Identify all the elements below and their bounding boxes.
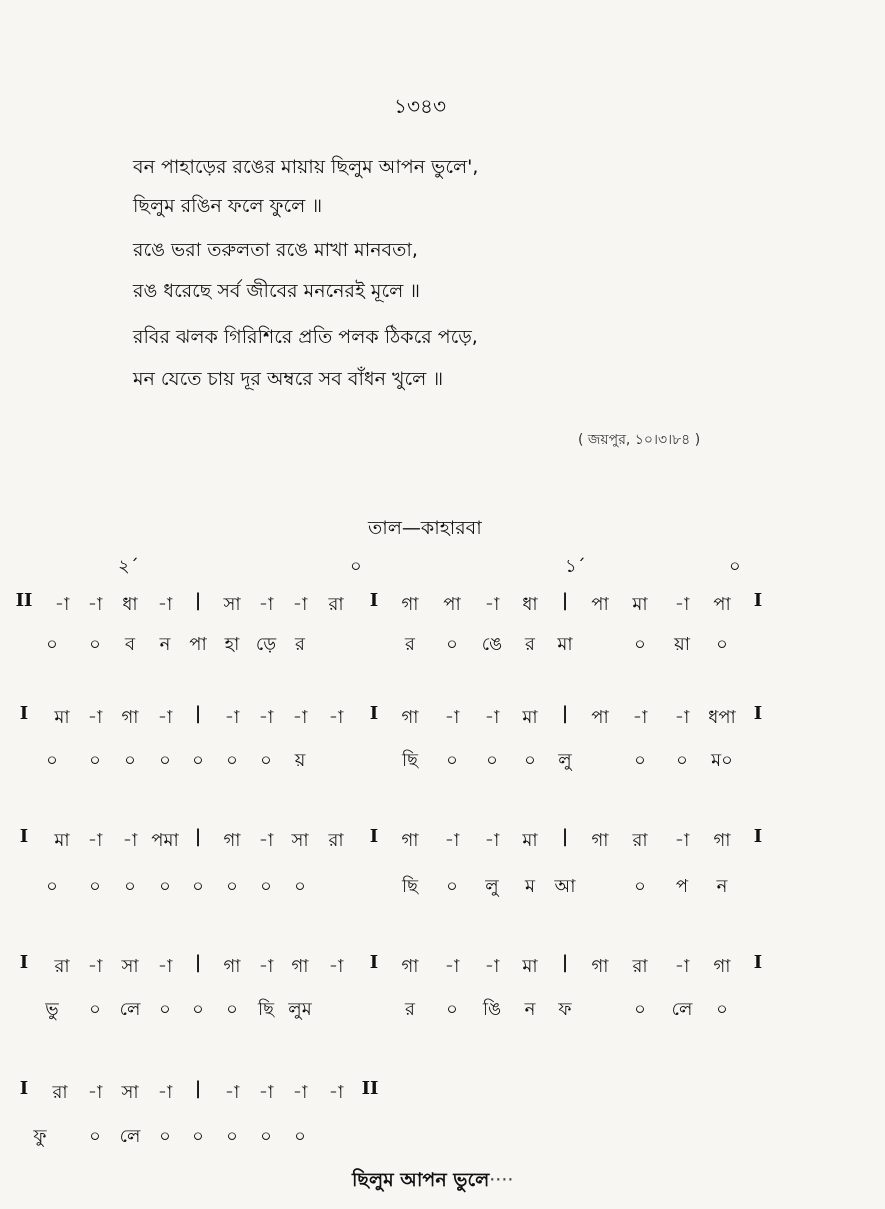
swara-note: রা: [632, 956, 648, 977]
verse-line-3: রঙে ভরা তরুলতা রঙে মাখা মানবতা,: [133, 239, 418, 261]
lyric-syllable: ন: [716, 876, 728, 897]
lyric-syllable: ০: [46, 750, 58, 771]
swara-note: -া: [444, 707, 460, 728]
swara-note: মা: [54, 707, 70, 728]
swara-note: -া: [328, 956, 344, 977]
swara-note: -া: [224, 707, 240, 728]
lyric-syllable: ০: [294, 1126, 306, 1147]
swara-note: রা: [52, 1082, 68, 1103]
lyric-syllable: ০: [446, 750, 458, 771]
lyric-syllable: লে: [119, 999, 141, 1020]
swara-note: গা: [223, 830, 241, 851]
swara-note: সা: [223, 594, 241, 615]
swara-note: গা: [713, 956, 731, 977]
swara-note: -া: [87, 1082, 103, 1103]
swara-note: পমা: [151, 830, 179, 851]
bar-line: |: [194, 826, 202, 847]
swara-note: গা: [401, 956, 419, 977]
lyric-syllable: ছি: [401, 876, 419, 897]
lyric-syllable: র: [405, 999, 415, 1020]
verse-line-5: রবির ঝলক গিরিশিরে প্রতি পলক ঠিকরে পড়ে,: [133, 326, 478, 348]
swara-note: -া: [224, 1082, 240, 1103]
swara-note: গা: [121, 707, 139, 728]
lyric-syllable: ০: [192, 876, 204, 897]
swara-note: -া: [258, 707, 274, 728]
beat-mark: ১´: [565, 556, 586, 577]
swara-note: -া: [328, 707, 344, 728]
beat-mark: ২´: [118, 556, 139, 577]
lyric-syllable: ০: [260, 750, 272, 771]
lyric-syllable: ড়ে: [255, 634, 277, 655]
lyric-syllable: ০: [294, 876, 306, 897]
bar-line: I: [19, 1078, 29, 1099]
lyric-row: [0, 630, 885, 660]
swara-note: -া: [87, 594, 103, 615]
swara-note: ধপা: [708, 707, 736, 728]
lyric-syllable: মা: [557, 634, 573, 655]
beat-mark: ০: [729, 556, 741, 577]
swara-note: -া: [674, 707, 690, 728]
beat-mark: ০: [350, 556, 362, 577]
lyric-syllable: ঙি: [482, 999, 502, 1020]
lyric-syllable: ফ: [558, 999, 572, 1020]
swara-note: -া: [157, 707, 173, 728]
swara-note: গা: [223, 956, 241, 977]
lyric-syllable: ০: [89, 750, 101, 771]
swara-note: -া: [484, 956, 500, 977]
lyric-syllable: ০: [226, 750, 238, 771]
bar-line: I: [19, 703, 29, 724]
lyric-syllable: ০: [159, 876, 171, 897]
swara-row: [0, 590, 885, 620]
swara-row: [0, 952, 885, 982]
lyric-syllable: ০: [716, 634, 728, 655]
lyric-syllable: ০: [159, 1126, 171, 1147]
bar-line: |: [561, 826, 569, 847]
bar-line: |: [561, 952, 569, 973]
swara-note: রা: [328, 830, 344, 851]
bar-line: |: [194, 1078, 202, 1099]
bar-line: I: [753, 703, 763, 724]
bar-line: I: [19, 826, 29, 847]
swara-note: মা: [522, 956, 538, 977]
bar-line: |: [561, 590, 569, 611]
lyric-syllable: ০: [192, 750, 204, 771]
swara-note: -া: [674, 594, 690, 615]
lyric-syllable: ০: [634, 750, 646, 771]
lyric-syllable: ০: [716, 999, 728, 1020]
verse-line-4: রঙ ধরেছে সর্ব জীবের মননেরই মূলে ॥: [133, 280, 421, 302]
swara-note: -া: [328, 1082, 344, 1103]
lyric-syllable: ০: [192, 1126, 204, 1147]
swara-note: গা: [291, 956, 309, 977]
lyric-syllable: পা: [189, 634, 207, 655]
lyric-syllable: ন: [524, 999, 536, 1020]
closing-text: ছিলুম আপন ভুলে: [352, 1169, 490, 1191]
bar-line: |: [194, 590, 202, 611]
swara-note: মা: [522, 707, 538, 728]
bar-line: I: [369, 703, 379, 724]
swara-note: -া: [292, 594, 308, 615]
bar-line: II: [15, 590, 33, 611]
swara-note: গা: [713, 830, 731, 851]
swara-note: -া: [484, 594, 500, 615]
swara-note: -া: [258, 594, 274, 615]
lyric-syllable: ০: [89, 634, 101, 655]
lyric-syllable: ০: [446, 999, 458, 1020]
swara-note: পা: [443, 594, 461, 615]
lyric-syllable: য়: [294, 750, 306, 771]
swara-note: -া: [258, 830, 274, 851]
lyric-syllable: ০: [192, 999, 204, 1020]
lyric-syllable: ০: [226, 876, 238, 897]
swara-note: -া: [674, 956, 690, 977]
lyric-syllable: ফু: [33, 1126, 47, 1147]
swara-note: মা: [522, 830, 538, 851]
lyric-syllable: ০: [524, 750, 536, 771]
swara-note: গা: [591, 956, 609, 977]
bar-line: I: [369, 952, 379, 973]
lyric-syllable: ০: [159, 750, 171, 771]
swara-note: গা: [591, 830, 609, 851]
swara-row: [0, 1078, 885, 1108]
lyric-syllable: য়া: [674, 634, 690, 655]
lyric-syllable: ০: [89, 999, 101, 1020]
swara-note: -া: [674, 830, 690, 851]
verse-line-2: ছিলুম রঙিন ফলে ফুলে ॥: [133, 195, 323, 217]
lyric-syllable: লু: [485, 876, 499, 897]
bar-line: |: [561, 703, 569, 724]
swara-note: ধা: [522, 594, 538, 615]
swara-note: সা: [121, 956, 139, 977]
lyric-syllable: ০: [634, 634, 646, 655]
lyric-syllable: ম০: [711, 750, 733, 771]
lyric-syllable: ০: [634, 999, 646, 1020]
page-number: ১৩৪৩: [394, 94, 446, 118]
lyric-syllable: ০: [89, 876, 101, 897]
lyric-syllable: ম: [525, 876, 535, 897]
lyric-syllable: ০: [260, 1126, 272, 1147]
lyric-syllable: প: [675, 876, 689, 897]
swara-note: -া: [157, 1082, 173, 1103]
lyric-row: [0, 995, 885, 1025]
swara-note: -া: [157, 594, 173, 615]
bar-line: |: [194, 952, 202, 973]
swara-note: -া: [258, 1082, 274, 1103]
swara-note: -া: [122, 830, 138, 851]
lyric-syllable: র: [525, 634, 535, 655]
lyric-syllable: ০: [634, 876, 646, 897]
swara-note: -া: [632, 707, 648, 728]
lyric-syllable: ০: [260, 876, 272, 897]
bar-line: I: [753, 952, 763, 973]
swara-note: -া: [484, 830, 500, 851]
swara-note: -া: [54, 594, 70, 615]
closing-dots: ····: [489, 1169, 514, 1191]
swara-note: -া: [157, 956, 173, 977]
lyric-syllable: ০: [226, 1126, 238, 1147]
verse-line-1: বন পাহাড়ের রঙের মায়ায় ছিলুম আপন ভুলে',: [133, 156, 479, 178]
lyric-row: [0, 1122, 885, 1152]
lyric-syllable: ০: [46, 876, 58, 897]
swara-note: গা: [401, 707, 419, 728]
verse-line-6: মন যেতে চায় দূর অম্বরে সব বাঁধন খুলে ॥: [133, 368, 444, 390]
swara-note: সা: [291, 830, 309, 851]
lyric-syllable: লুম: [288, 999, 312, 1020]
lyric-syllable: র: [295, 634, 305, 655]
lyric-syllable: ০: [159, 999, 171, 1020]
lyric-syllable: ব: [124, 634, 136, 655]
bar-line: I: [369, 826, 379, 847]
lyric-syllable: লে: [671, 999, 693, 1020]
lyric-syllable: ০: [676, 750, 688, 771]
swara-note: মা: [632, 594, 648, 615]
lyric-syllable: ভু: [45, 999, 59, 1020]
bar-line: |: [194, 703, 202, 724]
swara-note: মা: [54, 830, 70, 851]
tala-heading: তাল—কাহারবা: [368, 517, 482, 539]
closing-line: [352, 1166, 513, 1198]
swara-note: -া: [484, 707, 500, 728]
swara-note: ধা: [122, 594, 138, 615]
lyric-syllable: হা: [224, 634, 240, 655]
lyric-syllable: ঙে: [481, 634, 503, 655]
swara-note: পা: [591, 707, 609, 728]
bar-line: I: [19, 952, 29, 973]
bar-line: II: [361, 1078, 379, 1099]
swara-note: রা: [632, 830, 648, 851]
swara-note: পা: [713, 594, 731, 615]
lyric-syllable: আ: [554, 876, 576, 897]
lyric-syllable: ০: [226, 999, 238, 1020]
swara-note: -া: [258, 956, 274, 977]
swara-note: -া: [87, 707, 103, 728]
swara-note: -া: [444, 956, 460, 977]
lyric-syllable: ০: [46, 634, 58, 655]
swara-note: রা: [54, 956, 70, 977]
lyric-syllable: ০: [89, 1126, 101, 1147]
lyric-syllable: ছি: [257, 999, 275, 1020]
bar-line: I: [369, 590, 379, 611]
lyric-syllable: ০: [486, 750, 498, 771]
swara-note: রা: [328, 594, 344, 615]
swara-note: পা: [591, 594, 609, 615]
lyric-syllable: ছি: [401, 750, 419, 771]
lyric-syllable: ন: [159, 634, 171, 655]
composition-date: ( জয়পুর, ১০।৩।৮৪ ): [578, 432, 701, 448]
bar-line: I: [753, 826, 763, 847]
lyric-syllable: ০: [124, 750, 136, 771]
swara-note: গা: [401, 830, 419, 851]
swara-note: -া: [87, 830, 103, 851]
lyric-syllable: ০: [446, 634, 458, 655]
swara-note: সা: [121, 1082, 139, 1103]
lyric-row: [0, 872, 885, 902]
lyric-syllable: র: [405, 634, 415, 655]
swara-row: [0, 703, 885, 733]
lyric-syllable: লে: [119, 1126, 141, 1147]
bar-line: I: [753, 590, 763, 611]
lyric-syllable: ০: [446, 876, 458, 897]
swara-note: গা: [401, 594, 419, 615]
swara-row: [0, 826, 885, 856]
swara-note: -া: [292, 707, 308, 728]
swara-note: -া: [292, 1082, 308, 1103]
lyric-syllable: লু: [558, 750, 572, 771]
swara-note: -া: [87, 956, 103, 977]
lyric-syllable: ০: [124, 876, 136, 897]
swara-note: -া: [444, 830, 460, 851]
lyric-row: [0, 746, 885, 776]
